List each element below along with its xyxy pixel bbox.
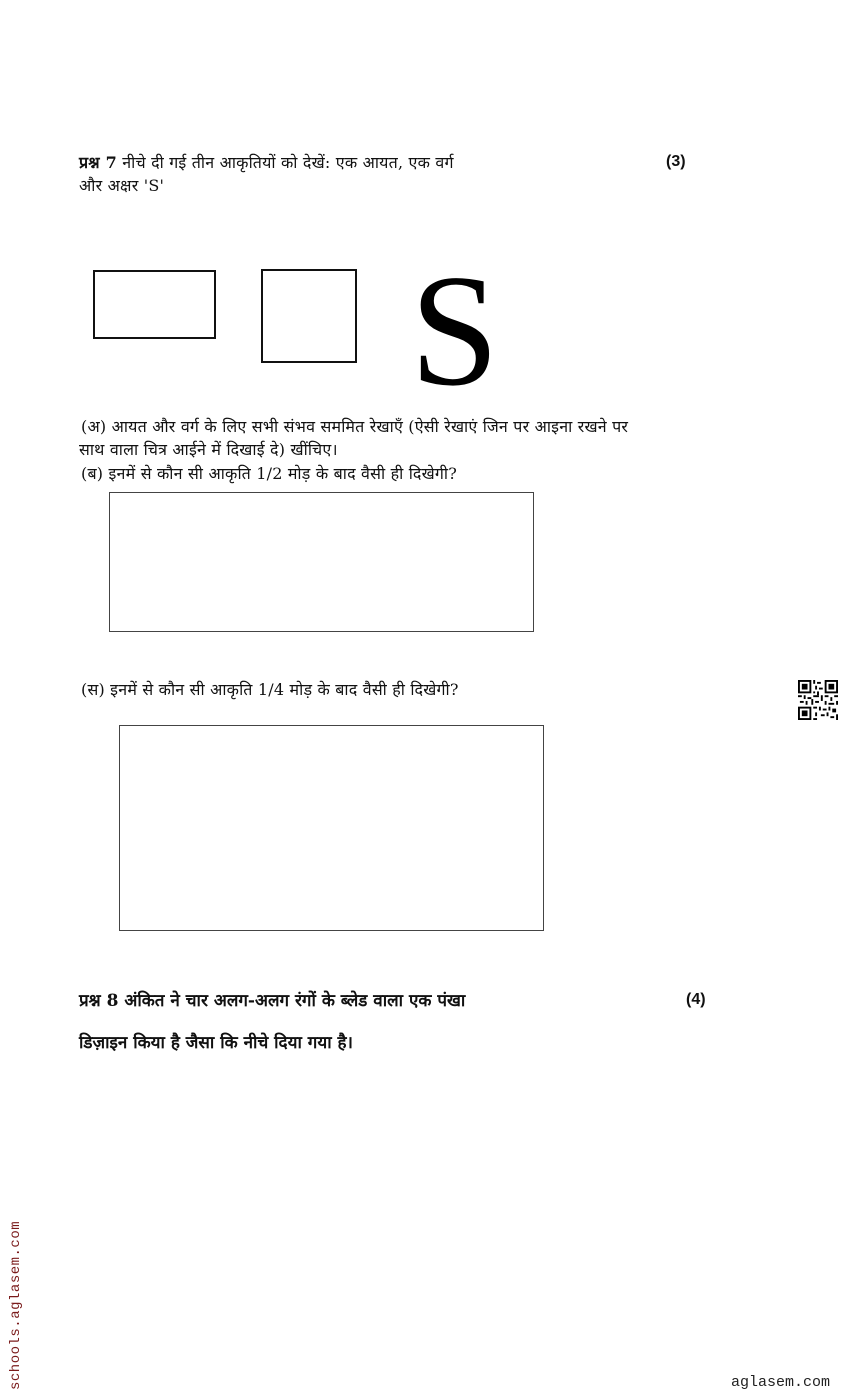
q7-marks: (3) — [666, 153, 686, 170]
q7-line1: नीचे दी गई तीन आकृतियों को देखें: एक आयत, एक वर्ग — [122, 153, 454, 172]
part-c-answer-box[interactable] — [119, 725, 544, 931]
side-watermark: schools.aglasem.com — [8, 1220, 24, 1390]
q8-line1: प्रश्न 8 अंकित ने चार अलग-अलग रंगों के ब्लेड वाला एक पंखा — [79, 991, 466, 1011]
q7-label: प्रश्न 7 — [79, 153, 117, 172]
q7-line2: और अक्षर 'S' — [79, 176, 165, 195]
square-figure — [261, 269, 357, 363]
q7-heading — [79, 151, 454, 173]
part-a-line1: (अ) आयत और वर्ग के लिए सभी संभव सममित रेखाएँ (ऐसी रेखाएं जिन पर आइना रखने पर — [81, 417, 629, 436]
q8-marks: (4) — [686, 991, 706, 1008]
part-b-text: (ब) इनमें से कौन सी आकृति 1/2 मोड़ के बाद वैसी ही दिखेगी? — [81, 464, 457, 483]
part-b-answer-box[interactable] — [109, 492, 534, 632]
part-a-line2: साथ वाला चित्र आईने में दिखाई दे) खींचिए। — [79, 440, 338, 459]
rectangle-figure — [93, 270, 216, 339]
part-c-text: (स) इनमें से कौन सी आकृति 1/4 मोड़ के बाद वैसी ही दिखेगी? — [81, 680, 459, 699]
footer-site[interactable]: aglasem.com — [731, 1374, 831, 1391]
qr-code-icon — [798, 680, 838, 720]
q8-line2: डिज़ाइन किया है जैसा कि नीचे दिया गया है। — [79, 1033, 353, 1053]
letter-s-figure: S — [410, 241, 499, 419]
